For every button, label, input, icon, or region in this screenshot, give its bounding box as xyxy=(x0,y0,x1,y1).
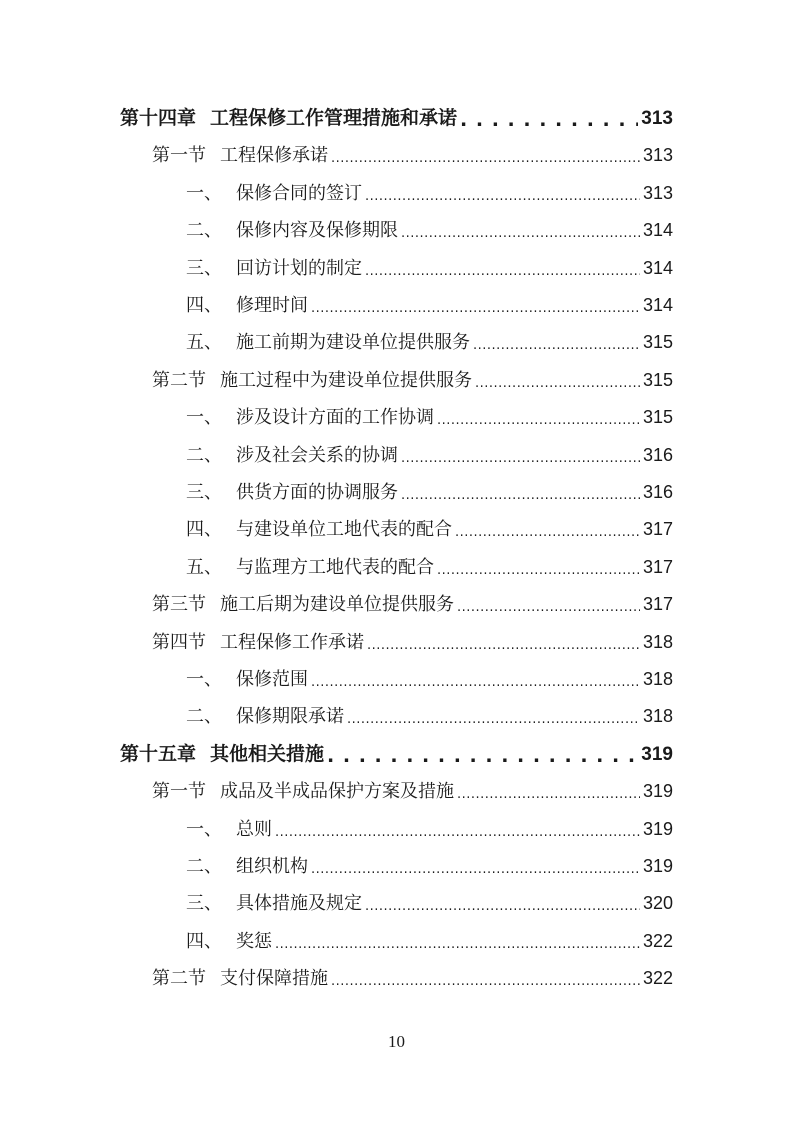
toc-chapter-entry[interactable] xyxy=(120,100,673,137)
toc-subsection-entry[interactable] xyxy=(186,250,673,287)
toc-entry-page: 315 xyxy=(642,332,673,353)
toc-entry-page: 317 xyxy=(642,594,673,615)
toc-dot-leader xyxy=(311,661,640,698)
toc-dot-leader xyxy=(401,437,640,474)
toc-entry-page: 314 xyxy=(642,220,673,241)
toc-entry-number: 五、 xyxy=(186,332,222,354)
toc-dot-leader xyxy=(437,549,640,586)
toc-entry-number: 第一节 xyxy=(152,145,206,167)
toc-entry-number: 二、 xyxy=(186,706,222,728)
toc-section-entry[interactable] xyxy=(152,624,673,661)
toc-entry-title: 与建设单位工地代表的配合 xyxy=(236,519,452,541)
toc-entry-number: 第三节 xyxy=(152,594,206,616)
toc-entry-number: 二、 xyxy=(186,444,222,466)
toc-chapter-entry[interactable] xyxy=(120,736,673,773)
toc-dot-leader xyxy=(331,960,640,997)
toc-entry-title: 保修内容及保修期限 xyxy=(236,220,398,242)
toc-entry-page: 316 xyxy=(642,444,673,465)
toc-entry-page: 317 xyxy=(642,556,673,577)
toc-entry-title: 涉及设计方面的工作协调 xyxy=(236,407,434,429)
toc-section-entry[interactable] xyxy=(152,960,673,997)
page-number: 10 xyxy=(388,1032,405,1051)
toc-dot-leader xyxy=(455,511,640,548)
toc-entry-title: 工程保修工作管理措施和承诺 xyxy=(210,107,458,129)
toc-entry-title: 与监理方工地代表的配合 xyxy=(236,556,434,578)
toc-entry-page: 317 xyxy=(642,519,673,540)
toc-section-entry[interactable] xyxy=(152,137,673,174)
toc-entry-title: 回访计划的制定 xyxy=(236,257,362,279)
toc-entry-number: 一、 xyxy=(186,818,222,840)
toc-dot-leader xyxy=(365,250,640,287)
toc-subsection-entry[interactable] xyxy=(186,811,673,848)
toc-entry-number: 一、 xyxy=(186,669,222,690)
toc-entry-page: 315 xyxy=(642,407,673,428)
toc-dot-leader xyxy=(401,474,640,511)
toc-entry-number: 三、 xyxy=(186,893,222,915)
toc-entry-number: 四、 xyxy=(186,930,222,952)
toc-dot-leader xyxy=(365,175,640,212)
toc-entry-title: 总则 xyxy=(236,818,272,840)
toc-subsection-entry[interactable] xyxy=(186,661,673,698)
toc-entry-title: 保修范围 xyxy=(236,669,308,690)
toc-entry-title: 保修期限承诺 xyxy=(236,706,344,728)
toc-dot-leader xyxy=(311,287,640,324)
toc-entry-title: 施工过程中为建设单位提供服务 xyxy=(220,369,472,391)
toc-subsection-entry[interactable] xyxy=(186,511,673,548)
toc-section-entry[interactable] xyxy=(152,362,673,399)
toc-entry-title: 保修合同的签订 xyxy=(236,182,362,204)
toc-subsection-entry[interactable] xyxy=(186,848,673,885)
toc-entry-number: 二、 xyxy=(186,220,222,242)
toc-entry-title: 供货方面的协调服务 xyxy=(236,482,398,503)
toc-dot-leader xyxy=(457,586,640,623)
toc-entry-page: 315 xyxy=(642,369,673,390)
toc-entry-number: 第二节 xyxy=(152,369,206,391)
toc-dot-leader xyxy=(367,624,640,661)
toc-dot-leader xyxy=(437,399,640,436)
toc-entry-page: 319 xyxy=(642,781,673,802)
toc-entry-page: 313 xyxy=(642,182,673,203)
toc-entry-page: 314 xyxy=(642,295,673,315)
toc-dot-leader xyxy=(401,212,640,249)
toc-entry-title: 其他相关措施 xyxy=(210,742,325,765)
toc-entry-title: 施工后期为建设单位提供服务 xyxy=(220,594,454,616)
toc-entry-number: 第一节 xyxy=(152,781,206,803)
toc-dot-leader xyxy=(460,100,638,137)
toc-entry-number: 一、 xyxy=(186,407,222,429)
toc-entry-title: 成品及半成品保护方案及措施 xyxy=(220,781,454,803)
toc-entry-page: 313 xyxy=(642,145,673,166)
toc-subsection-entry[interactable] xyxy=(186,399,673,436)
toc-subsection-entry[interactable] xyxy=(186,923,673,960)
toc-entry-title: 工程保修工作承诺 xyxy=(220,631,364,653)
toc-dot-leader xyxy=(475,362,640,399)
toc-entry-page: 320 xyxy=(642,893,673,914)
toc-subsection-entry[interactable] xyxy=(186,549,673,586)
toc-entry-number: 五、 xyxy=(186,556,222,578)
toc-entry-page: 322 xyxy=(642,930,673,951)
toc-entry-title: 修理时间 xyxy=(236,295,308,316)
toc-entry-title: 工程保修承诺 xyxy=(220,145,328,167)
toc-entry-number: 一、 xyxy=(186,182,222,204)
toc-entry-number: 三、 xyxy=(186,482,222,503)
toc-section-entry[interactable] xyxy=(152,586,673,623)
toc-subsection-entry[interactable] xyxy=(186,324,673,361)
toc-subsection-entry[interactable] xyxy=(186,437,673,474)
toc-entry-number: 第二节 xyxy=(152,968,206,990)
toc-entry-page: 313 xyxy=(641,108,673,129)
toc-dot-leader xyxy=(327,736,638,773)
toc-entry-page: 319 xyxy=(641,743,673,765)
toc-dot-leader xyxy=(311,848,640,885)
toc-entry-number: 第十五章 xyxy=(120,742,197,765)
toc-entry-page: 322 xyxy=(642,968,673,989)
toc-entry-number: 第四节 xyxy=(152,631,206,653)
toc-entry-number: 三、 xyxy=(186,257,222,279)
toc-entry-title: 具体措施及规定 xyxy=(236,893,362,915)
toc-subsection-entry[interactable] xyxy=(186,212,673,249)
toc-entry-number: 四、 xyxy=(186,295,222,316)
toc-entry-page: 319 xyxy=(642,818,673,839)
toc-subsection-entry[interactable] xyxy=(186,474,673,511)
toc-entry-page: 319 xyxy=(642,856,673,876)
toc-entry-title: 涉及社会关系的协调 xyxy=(236,444,398,466)
toc-entry-title: 施工前期为建设单位提供服务 xyxy=(236,332,470,354)
toc-subsection-entry[interactable] xyxy=(186,287,673,324)
toc-entry-title: 支付保障措施 xyxy=(220,968,328,990)
toc-section-entry[interactable] xyxy=(152,773,673,810)
toc-entry-page: 316 xyxy=(642,482,673,502)
toc-dot-leader xyxy=(331,137,640,174)
toc-entry-number: 二、 xyxy=(186,856,222,877)
toc-dot-leader xyxy=(275,923,640,960)
toc-entry-page: 318 xyxy=(642,631,673,652)
toc-subsection-entry[interactable] xyxy=(186,885,673,922)
toc-dot-leader xyxy=(457,773,640,810)
toc-dot-leader xyxy=(275,811,640,848)
toc-dot-leader xyxy=(365,885,640,922)
toc-entry-number: 四、 xyxy=(186,519,222,541)
toc-dot-leader xyxy=(473,324,640,361)
toc-entry-page: 314 xyxy=(642,257,673,278)
toc-entry-title: 奖惩 xyxy=(236,930,272,952)
toc-entry-title: 组织机构 xyxy=(236,856,308,877)
toc-dot-leader xyxy=(347,698,640,735)
toc-entry-number: 第十四章 xyxy=(120,107,197,129)
toc-entry-page: 318 xyxy=(642,706,673,727)
toc-subsection-entry[interactable] xyxy=(186,175,673,212)
toc-subsection-entry[interactable] xyxy=(186,698,673,735)
toc-entry-page: 318 xyxy=(642,669,673,689)
